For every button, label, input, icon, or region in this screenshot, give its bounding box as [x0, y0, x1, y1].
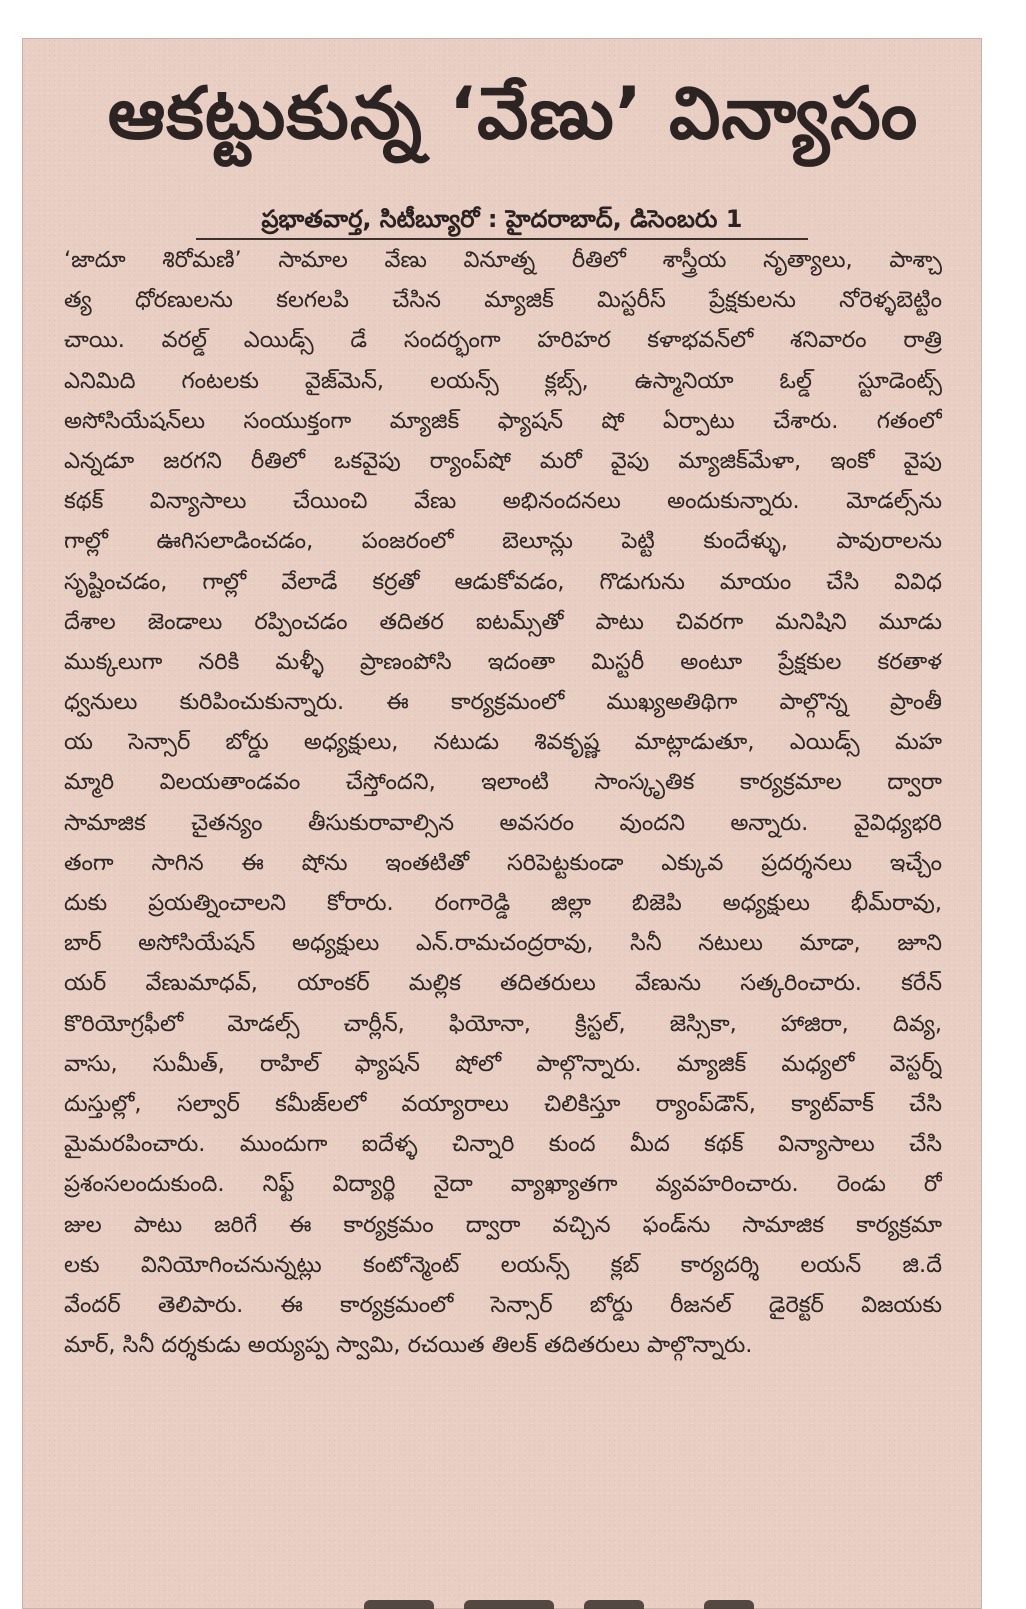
article-line: యర్ వేణుమాధవ్, యాంకర్ మల్లిక తదితరులు వేణును సత్కరించారు. కరేన్ — [64, 970, 942, 997]
article-line: మైమరపించారు. ముందుగా ఐదేళ్ళ చిన్నారి కుంద మీద కథక్ విన్యాసాలు చేసి — [64, 1131, 942, 1158]
article-line: దుస్తుల్లో, సల్వార్ కమీజ్‌లలో వయ్యారాలు చిలికిస్తూ ర్యాంప్‌డౌన్, క్యాట్‌వాక్ చేసి — [64, 1090, 942, 1117]
article-line: య సెన్సార్ బోర్డు అధ్యక్షులు, నటుడు శివకృష్ణ మాట్లాడుతూ, ఎయిడ్స్ మహ — [64, 729, 942, 756]
article-line: బార్ అసోసియేషన్ అధ్యక్షులు ఎన్.రామచంద్రరావు, సినీ నటులు మాడా, జూని — [64, 930, 942, 957]
article-line: తంగా సాగిన ఈ షోను ఇంతటితో సరిపెట్టకుండా ఎక్కువ ప్రదర్శనలు ఇచ్చేం — [64, 849, 942, 876]
article-line: వాసు, సుమీత్, రాహిల్ ఫ్యాషన్ షోలో పాల్గొన్నారు. మ్యాజిక్ మధ్యలో వెస్టర్న్ — [64, 1050, 942, 1077]
article-line: వేందర్ తెలిపారు. ఈ కార్యక్రమంలో సెన్సార్ బోర్డు రీజనల్ డైరెక్టర్ విజయకు — [64, 1291, 942, 1318]
article-line: కథక్ విన్యాసాలు చేయించి వేణు అభినందనలు అందుకున్నారు. మోడల్స్‌ను — [64, 488, 942, 515]
article-line: ‘జాదూ శిరోమణి’ సామాల వేణు వినూత్న రీతిలో శాస్త్రీయ నృత్యాలు, పాశ్చా — [64, 247, 942, 273]
article-line: ఎన్నడూ జరగని రీతిలో ఒకవైపు ర్యాంప్‌షో మరో వైపు మ్యాజిక్‌మేళా, ఇంకో వైపు — [64, 447, 942, 474]
article-line: ప్రశంసలందుకుంది. నిఫ్ట్ విద్యార్థి నైదా వ్యాఖ్యాతగా వ్యవహరించారు. రెండు రో — [64, 1171, 942, 1198]
article-headline: ఆకట్టుకున్న ‘వేణు’ విన్యాసం — [107, 71, 919, 155]
article-dateline: ప్రభాతవార్త, సిటీబ్యూరో : హైదరాబాద్, డిసెంబరు 1 — [196, 200, 808, 240]
cut-off-next-headline — [64, 1584, 944, 1609]
article-line: ధ్వనులు కురిపించుకున్నారు. ఈ కార్యక్రమంలో ముఖ్యఅతిథిగా పాల్గొన్న ప్రాంతీ — [64, 689, 942, 716]
article-line: మ్మారి విలయతాండవం చేస్తోందని, ఇలాంటి సాంస్కృతిక కార్యక్రమాల ద్వారా — [64, 769, 942, 796]
article-line: దుకు ప్రయత్నించాలని కోరారు. రంగారెడ్డి జిల్లా బిజెపి అధ్యక్షులు భీమ్‌రావు, — [64, 890, 942, 916]
article-line: లకు వినియోగించనున్నట్లు కంటోన్మెంట్ లయన్స్ క్లబ్ కార్యదర్శి లయన్ జి.దే — [64, 1251, 942, 1278]
article-line: చాయి. వరల్డ్ ఎయిడ్స్ డే సందర్భంగా హరిహర కళాభవన్‌లో శనివారం రాత్రి — [64, 327, 942, 354]
article-body — [64, 240, 942, 1365]
article-line: ముక్కలుగా నరికి మళ్ళీ ప్రాణంపోసి ఇదంతా మిస్టరీ అంటూ ప్రేక్షకుల కరతాళ — [64, 648, 942, 675]
article-line: సృష్టించడం, గాల్లో వేలాడే కర్రతో ఆడుకోవడం, గొడుగును మాయం చేసి వివిధ — [64, 568, 942, 595]
article-line: గాల్లో ఊగిసలాడించడం, పంజరంలో బెలూన్లు పెట్టి కుందేళ్ళు, పావురాలను — [64, 528, 942, 555]
article-line: జుల పాటు జరిగే ఈ కార్యక్రమం ద్వారా వచ్చిన ఫండ్‌ను సామాజిక కార్యక్రమా — [64, 1211, 942, 1238]
article-line: సామాజిక చైతన్యం తీసుకురావాల్సిన అవసరం వుందని అన్నారు. వైవిధ్యభరి — [64, 809, 942, 836]
article-line: ఎనిమిది గంటలకు వైజ్‌మెన్, లయన్స్ క్లబ్స్, ఉస్మానియా ఓల్డ్ స్టూడెంట్స్ — [64, 367, 942, 394]
article-line: దేశాల జెండాలు రప్పించడం తదితర ఐటమ్స్‌తో పాటు చివరగా మనిషిని మూడు — [64, 608, 942, 635]
article-line: కొరియోగ్రఫీలో మోడల్స్ చార్లీన్, ఫియోనా, క్రిస్టల్, జెస్సికా, హాజిరా, దివ్య, — [64, 1010, 942, 1037]
article-line: త్య ధోరణులను కలగలపి చేసిన మ్యాజిక్ మిస్టరీస్ ప్రేక్షకులను నోరెళ్ళబెట్టిం — [64, 287, 942, 314]
article-line: మార్, సినీ దర్శకుడు అయ్యప్ప స్వామి, రచయిత తిలక్ తదితరులు పాల్గొన్నారు. — [64, 1332, 753, 1359]
article-line: అసోసియేషన్‌లు సంయుక్తంగా మ్యాజిక్ ఫ్యాషన్ షో ఏర్పాటు చేశారు. గతంలో — [64, 407, 942, 434]
